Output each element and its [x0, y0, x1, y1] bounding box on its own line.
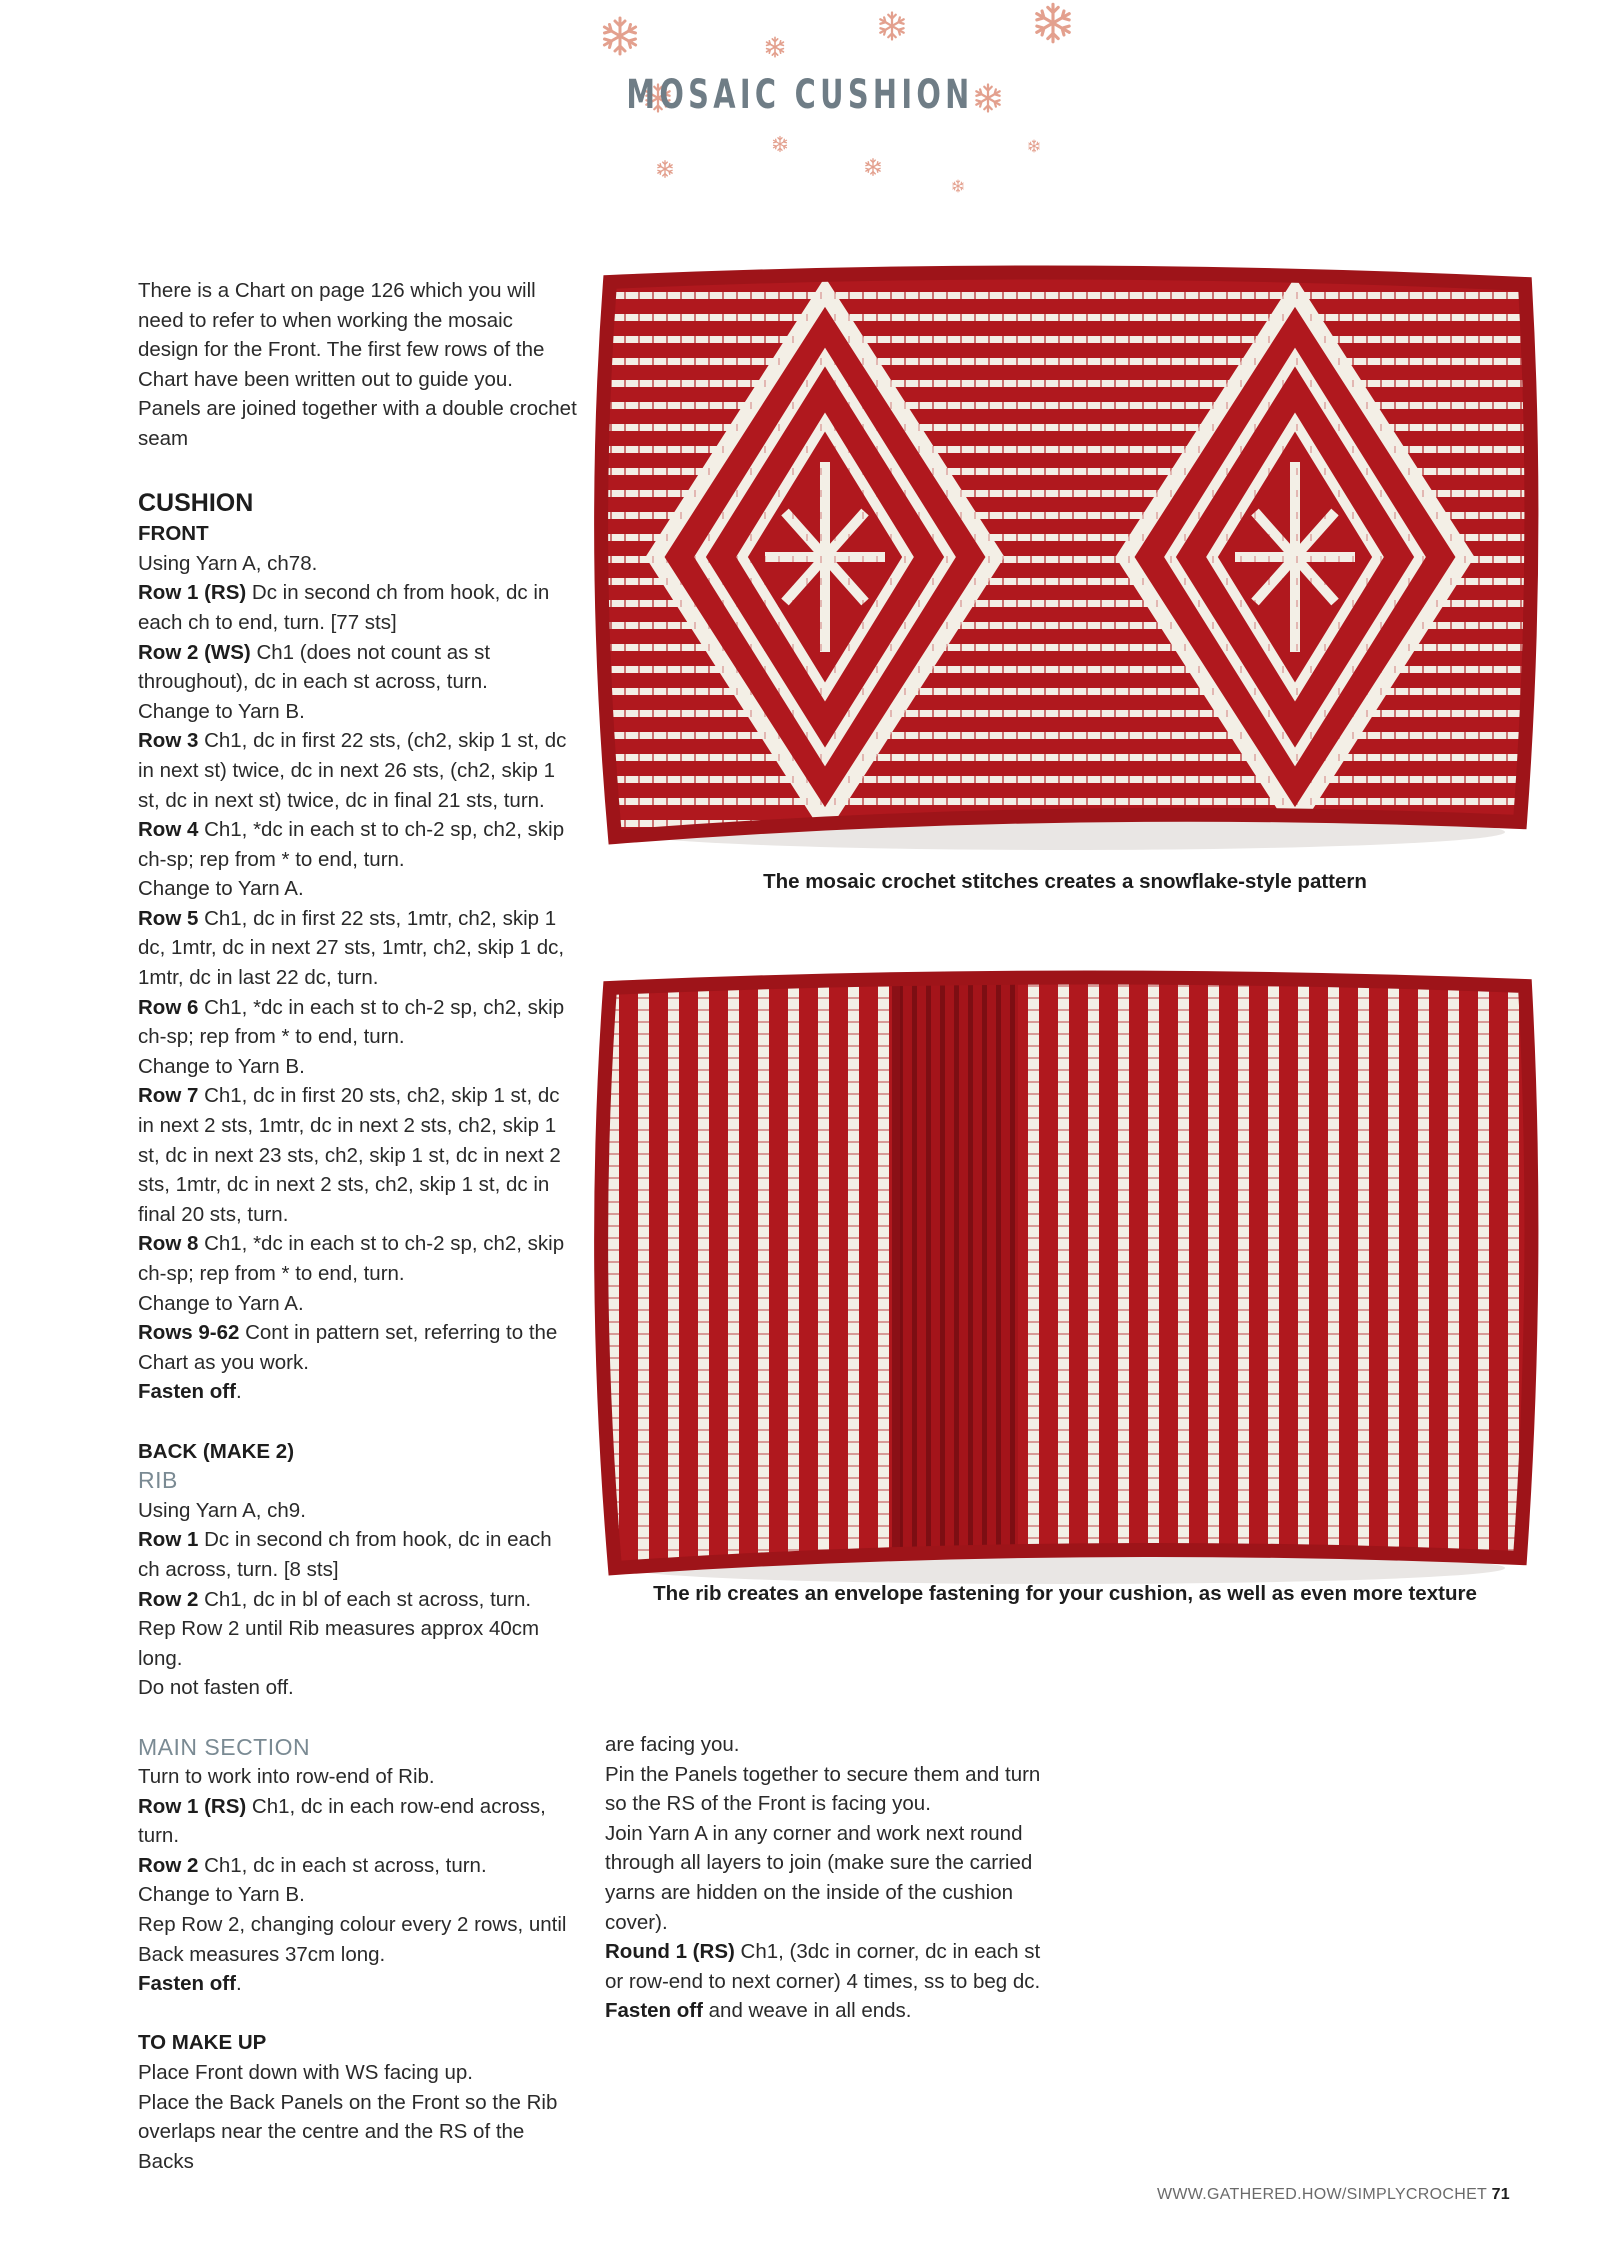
snowflake-icon: [762, 34, 788, 60]
instruction-text: Using Yarn A, ch78.: [138, 551, 318, 575]
instruction-text: Change to Yarn B.: [138, 1883, 305, 1907]
instruction-line: [138, 1614, 578, 1673]
page-number: 71: [1491, 2186, 1510, 2203]
instruction-text: Rep Row 2, changing colour every 2 rows, until Back measures 37cm long.: [138, 1913, 567, 1966]
section-heading-back: BACK (MAKE 2): [138, 1439, 295, 1463]
rib-instructions: [138, 1496, 578, 1703]
front-cushion-photo: [590, 262, 1540, 852]
instruction-text: Pin the Panels together to secure them and turn so the RS of the Front is facing you.: [605, 1762, 1041, 1816]
page-title: MOSAIC CUSHION: [626, 72, 974, 118]
right-column: [605, 1730, 1055, 2026]
instruction-line: [138, 697, 578, 727]
instruction-line: [138, 1318, 578, 1377]
instruction-text: Ch1, dc in each st across, turn.: [198, 1853, 487, 1877]
instruction-line: [138, 1880, 578, 1910]
instruction-line: [138, 1377, 578, 1407]
instruction-text: Ch1, dc in bl of each st across, turn.: [198, 1587, 532, 1611]
instruction-line: [138, 1081, 578, 1229]
instruction-line: [138, 1969, 578, 1999]
snowflake-icon: [862, 156, 884, 178]
instruction-line: [605, 1760, 1055, 1819]
page-footer: [1157, 2186, 1510, 2204]
instruction-text: and weave in all ends.: [702, 1999, 912, 2023]
instruction-line: [138, 638, 578, 697]
instruction-label: Row 7: [138, 1084, 199, 1108]
instruction-label: Row 4: [138, 818, 199, 842]
instruction-text: Ch1 (does not count as st throughout), dc in each st across, turn.: [138, 640, 491, 694]
instruction-text: Change to Yarn A.: [138, 1291, 304, 1315]
instruction-text: Ch1, *dc in each st to ch-2 sp, ch2, skip ch-sp; rep from * to end, turn.: [138, 995, 565, 1049]
main-section-instructions: [138, 1762, 578, 1999]
make-up-instructions-continued: [605, 1730, 1055, 2026]
left-column: [138, 276, 578, 2176]
instruction-text: Ch1, dc in first 20 sts, ch2, skip 1 st, dc in next 2 sts, 1mtr, dc in next 2 sts, ch2, skip 1 st, dc in next 23 sts, ch2, skip 1 st, dc in next 2 sts, 1mtr, dc in next 2 sts, ch2, skip 1 st, dc in final 20 sts, turn.: [138, 1084, 561, 1226]
instruction-line: [138, 993, 578, 1052]
instruction-line: [138, 1229, 578, 1288]
intro-text: There is a Chart on page 126 which you will need to refer to when working the mosaic design for the Front. The first few rows of the Chart have been written out to guide you. Panels are joined together with a double crochet seam: [138, 279, 577, 450]
instruction-line: [138, 726, 578, 815]
instruction-text: Cont in pattern set, referring to the Chart as you work.: [138, 1321, 558, 1374]
instruction-text: Change to Yarn A.: [138, 877, 304, 901]
back-cushion-photo: [590, 968, 1540, 1588]
instruction-line: [138, 578, 578, 637]
instruction-text: Dc in second ch from hook, dc in each ch to end, turn. [77 sts]: [138, 581, 550, 634]
instruction-label: Row 1 (RS): [138, 581, 247, 605]
instruction-label: Round 1 (RS): [605, 1940, 735, 1964]
instruction-text: Join Yarn A in any corner and work next round through all layers to join (make sure the carried yarns are hidden on the inside of the cushion cover).: [605, 1821, 1033, 1934]
instruction-text: Place Front down with WS facing up.: [138, 2061, 473, 2085]
subheading-main-section: MAIN SECTION: [138, 1733, 311, 1760]
instruction-text: Rep Row 2 until Rib measures approx 40cm long.: [138, 1617, 540, 1670]
instruction-label: Fasten off: [605, 1999, 703, 2023]
instruction-line: [138, 1052, 578, 1082]
snowflake-icon: [1026, 138, 1042, 154]
instruction-line: [138, 1289, 578, 1319]
instruction-text: Ch1, *dc in each st to ch-2 sp, ch2, skip ch-sp; rep from * to end, turn.: [138, 818, 565, 871]
instruction-text: Ch1, dc in each row-end across, turn.: [138, 1794, 546, 1848]
instruction-line: [605, 1819, 1055, 1937]
instruction-line: [605, 1996, 1055, 2026]
instruction-line: [138, 549, 578, 579]
instruction-text: Ch1, dc in first 22 sts, (ch2, skip 1 st, dc in next st) twice, dc in next 26 sts, (ch2, skip 1 st, dc in next st) twice, dc in final 21 sts, turn.: [138, 729, 567, 812]
instruction-label: Row 1 (RS): [138, 1794, 247, 1818]
instruction-label: Row 6: [138, 995, 199, 1019]
instruction-line: [138, 815, 578, 874]
instruction-label: Row 2 (WS): [138, 640, 251, 664]
instruction-text: Place the Back Panels on the Front so the Rib overlaps near the centre and the RS of the Backs: [138, 2090, 558, 2173]
instruction-line: [138, 1762, 578, 1792]
instruction-line: [138, 1792, 578, 1851]
snowflake-icon: [654, 158, 676, 180]
front-photo-caption: The mosaic crochet stitches creates a snowflake-style pattern: [763, 870, 1367, 893]
snowflake-icon: [1028, 0, 1078, 48]
instruction-line: [138, 1673, 578, 1703]
front-instructions: [138, 549, 578, 1407]
instruction-line: [605, 1937, 1055, 1996]
instruction-label: Row 2: [138, 1853, 199, 1877]
instruction-line: [138, 904, 578, 993]
snowflake-icon: [874, 8, 910, 44]
instruction-label: Row 8: [138, 1232, 199, 1256]
instruction-text: Ch1, (3dc in corner, dc in each st or row-end to next corner) 4 times, ss to beg dc.: [605, 1940, 1041, 1993]
make-up-instructions: [138, 2058, 578, 2176]
instruction-line: [138, 1496, 578, 1526]
instruction-line: [138, 2058, 578, 2088]
instruction-line: [138, 1585, 578, 1615]
footer-url: WWW.GATHERED.HOW/SIMPLYCROCHET: [1156, 2186, 1487, 2203]
instruction-line: [605, 1730, 1055, 1760]
instruction-text: Turn to work into row-end of Rib.: [138, 1765, 435, 1789]
instruction-label: Fasten off: [138, 1972, 236, 1996]
instruction-line: [138, 1525, 578, 1584]
instruction-text: are facing you.: [605, 1733, 740, 1756]
instruction-label: Row 2: [138, 1587, 199, 1611]
instruction-line: [138, 874, 578, 904]
snowflake-icon: [596, 12, 644, 60]
section-heading-cushion: CUSHION: [138, 489, 254, 518]
instruction-line: [138, 2088, 578, 2177]
instruction-label: Row 1: [138, 1528, 199, 1552]
instruction-line: [138, 1851, 578, 1881]
snowflake-icon: [770, 134, 790, 154]
instruction-text: Do not fasten off.: [138, 1676, 294, 1700]
instruction-label: Row 5: [138, 906, 199, 930]
instruction-line: [138, 1910, 578, 1969]
section-heading-front: FRONT: [138, 522, 209, 546]
instruction-text: Dc in second ch from hook, dc in each ch across, turn. [8 sts]: [138, 1528, 552, 1581]
snowflake-icon: [950, 178, 966, 194]
instruction-text: Change to Yarn B.: [138, 699, 305, 723]
back-photo-caption: The rib creates an envelope fastening for your cushion, as well as even more texture: [653, 1582, 1477, 1605]
instruction-text: Change to Yarn B.: [138, 1054, 305, 1078]
instruction-label: Row 3: [138, 729, 199, 753]
section-heading-make-up: TO MAKE UP: [138, 2031, 267, 2055]
instruction-text: .: [235, 1380, 242, 1404]
instruction-text: .: [235, 1972, 242, 1996]
instruction-text: Ch1, dc in first 22 sts, 1mtr, ch2, skip 1 dc, 1mtr, dc in next 27 sts, 1mtr, ch2, skip 1 dc, 1mtr, dc in last 22 dc, turn.: [138, 906, 565, 990]
subheading-rib: RIB: [138, 1467, 178, 1494]
instruction-label: Rows 9-62: [138, 1321, 240, 1345]
instruction-text: Ch1, *dc in each st to ch-2 sp, ch2, skip ch-sp; rep from * to end, turn.: [138, 1232, 565, 1285]
instruction-label: Fasten off: [138, 1380, 236, 1404]
instruction-text: Using Yarn A, ch9.: [138, 1498, 306, 1522]
